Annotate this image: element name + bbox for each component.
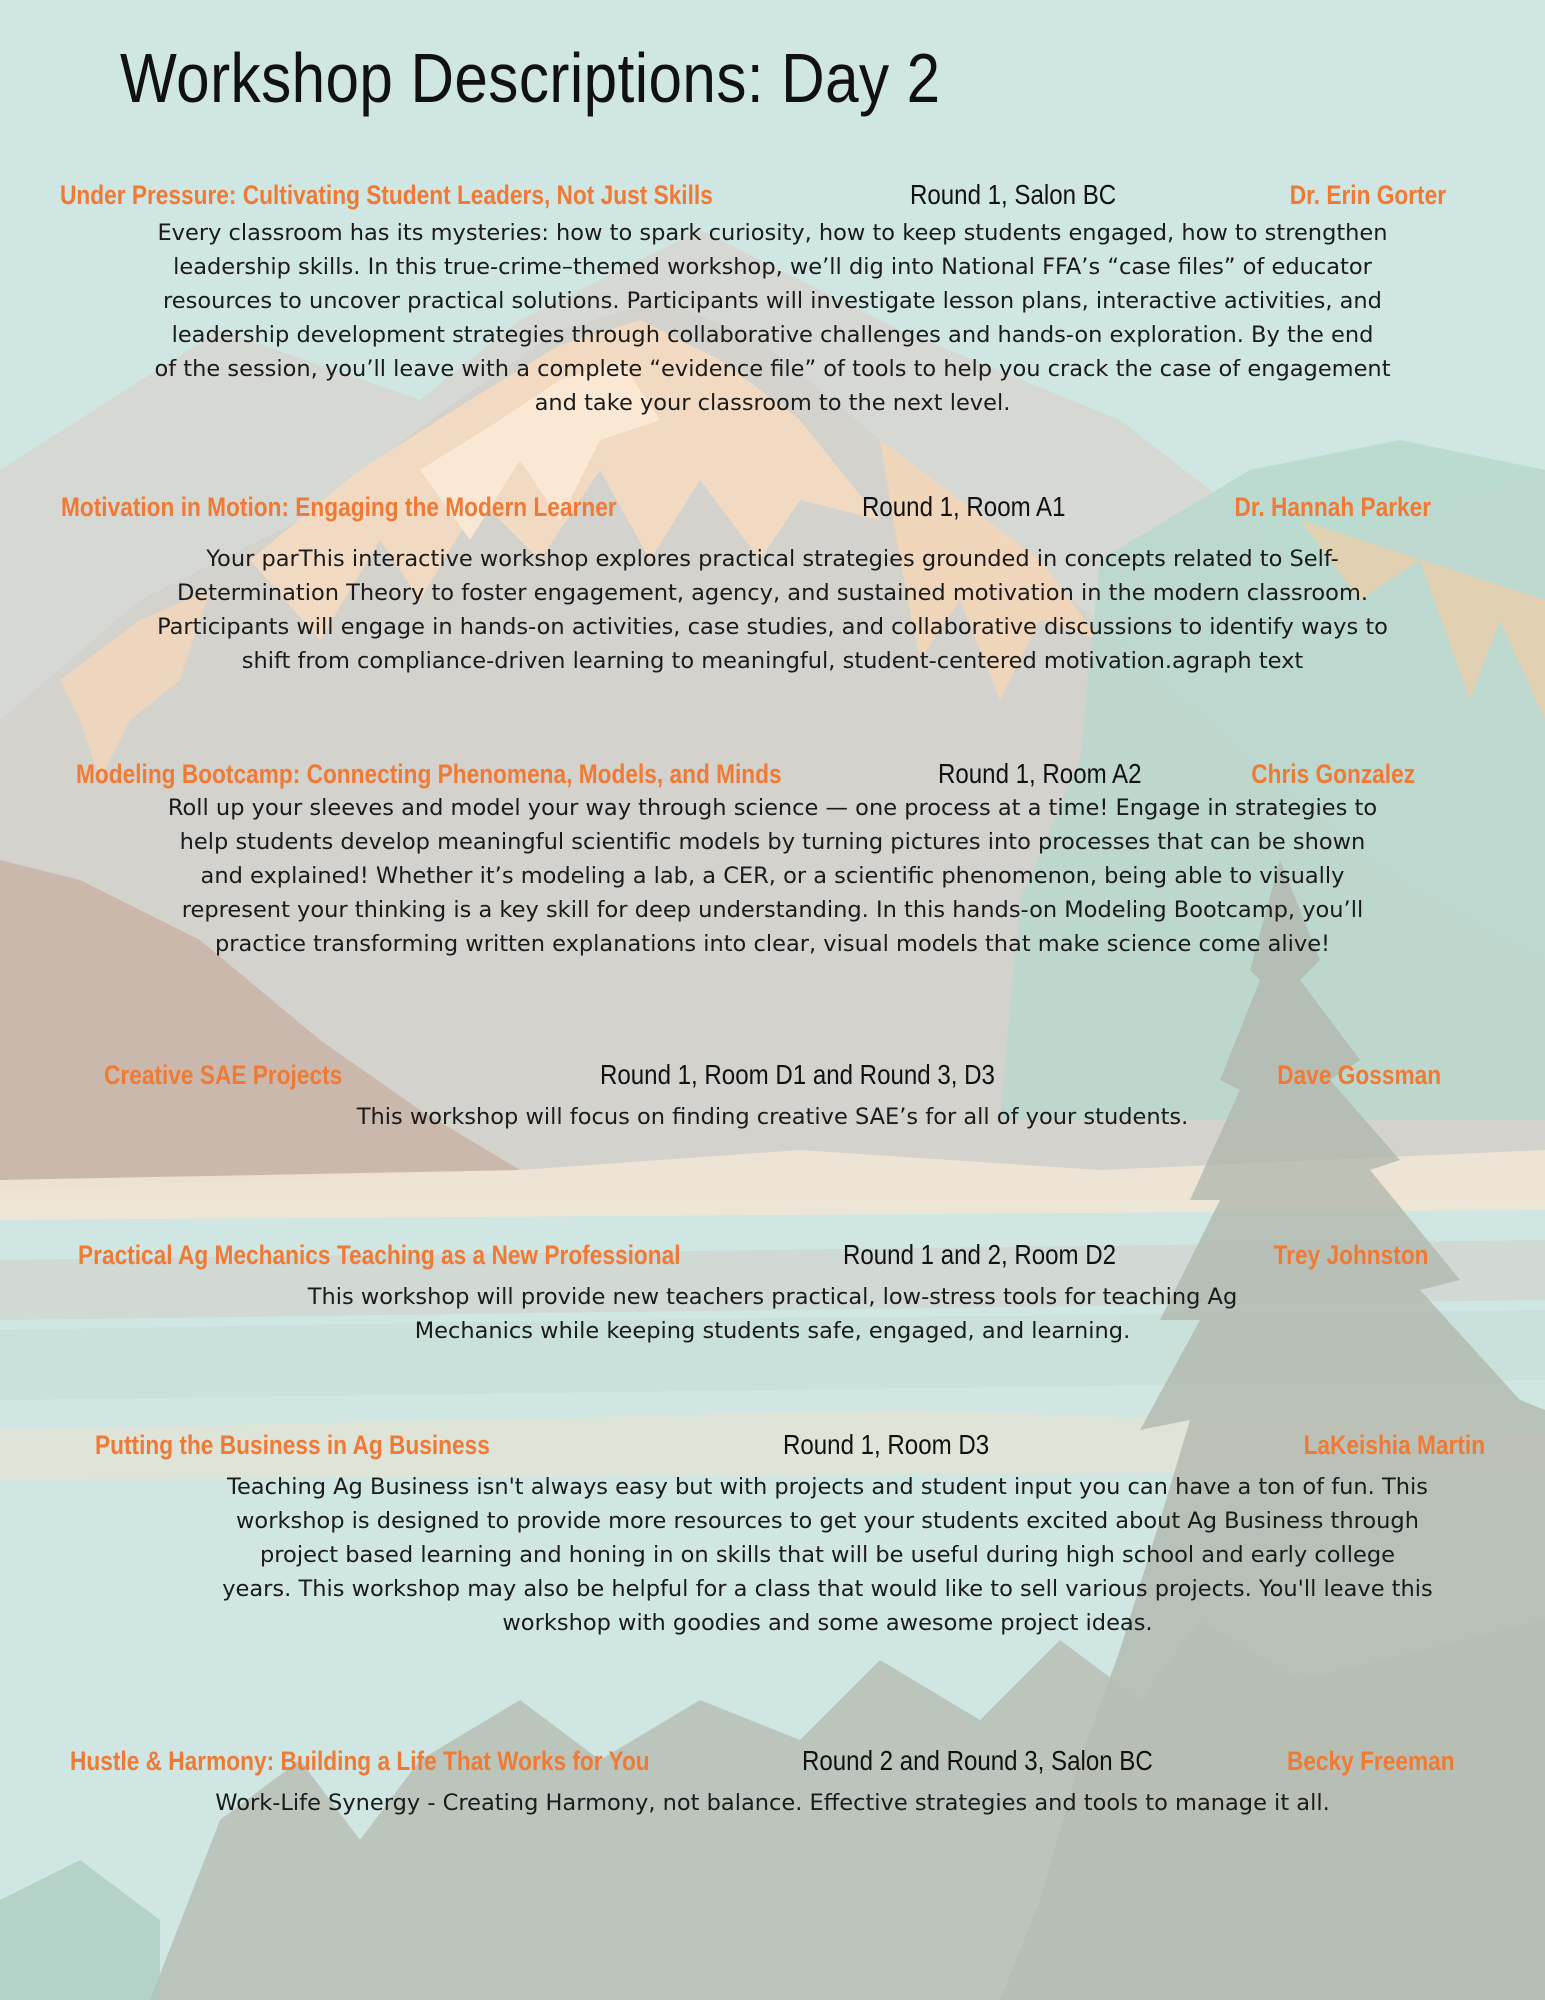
description-line: workshop with goodies and some awesome project ideas.	[502, 1610, 1153, 1636]
description-line: practice transforming written explanations into clear, visual models that make science come alive!	[214, 931, 1331, 957]
workshop-presenter: Dave Gossman	[1277, 1060, 1441, 1090]
description-line: Mechanics while keeping students safe, engaged, and learning.	[414, 1318, 1131, 1344]
workshop-description	[55, 1470, 1545, 1640]
workshop-presenter: LaKeishia Martin	[1303, 1430, 1485, 1460]
workshop-title: Under Pressure: Cultivating Student Leaders, Not Just Skills	[60, 180, 713, 210]
description-line: Participants will engage in hands-on activities, case studies, and collaborative discussions to identify ways to	[157, 614, 1388, 640]
description-line: and explained! Whether it’s modeling a lab, a CER, or a scientific phenomenon, being able to visually	[200, 863, 1345, 889]
workshop-presenter: Dr. Erin Gorter	[1289, 180, 1446, 210]
workshop-description	[0, 1100, 1545, 1134]
description-line: of the session, you’ll leave with a complete “evidence file” of tools to help you crack the case of engagement	[154, 356, 1391, 382]
workshop-description	[0, 1786, 1545, 1820]
workshop-title: Hustle & Harmony: Building a Life That Works for You	[70, 1746, 650, 1776]
description-line: Your parThis interactive workshop explores practical strategies grounded in concepts related to Self-	[206, 546, 1339, 572]
description-line: Work-Life Synergy - Creating Harmony, not balance. Effective strategies and tools to manage it all.	[215, 1790, 1330, 1816]
description-line: resources to uncover practical solutions. Participants will investigate lesson plans, interactive activities, and	[163, 288, 1382, 314]
workshop-presenter: Becky Freeman	[1287, 1746, 1455, 1776]
workshop-title: Modeling Bootcamp: Connecting Phenomena, Models, and Minds	[76, 759, 782, 789]
description-line: help students develop meaningful scientific models by turning pictures into processes that can be shown	[179, 829, 1366, 855]
workshop-description	[0, 791, 1545, 961]
page-title: Workshop Descriptions: Day 2	[120, 39, 941, 117]
workshop-title: Creative SAE Projects	[104, 1060, 343, 1090]
description-line: Every classroom has its mysteries: how to spark curiosity, how to keep students engaged, how to strengthen	[157, 220, 1388, 246]
description-line: Roll up your sleeves and model your way through science — one process at a time! Engage in strategies to	[167, 795, 1378, 821]
description-line: leadership development strategies through collaborative challenges and hands-on exploration. By the end	[171, 322, 1374, 348]
workshop-location: Round 1, Room A1	[862, 491, 1066, 522]
workshop-location: Round 1 and 2, Room D2	[843, 1239, 1117, 1270]
description-line: represent your thinking is a key skill for deep understanding. In this hands-on Modeling Bootcamp, you’ll	[181, 897, 1364, 923]
workshop-description	[0, 1280, 1545, 1348]
workshop-location: Round 2 and Round 3, Salon BC	[802, 1745, 1153, 1776]
workshop-description	[0, 216, 1545, 420]
description-line: years. This workshop may also be helpful for a class that would like to sell various projects. You'll leave this	[222, 1576, 1433, 1602]
description-line: leadership skills. In this true-crime–themed workshop, we’ll dig into National FFA’s “case files” of educator	[173, 254, 1372, 280]
workshop-presenter: Trey Johnston	[1273, 1240, 1429, 1270]
description-line: shift from compliance-driven learning to meaningful, student-centered motivation.agraph text	[241, 648, 1304, 674]
description-line: and take your classroom to the next level.	[534, 390, 1011, 416]
workshop-title: Motivation in Motion: Engaging the Modern Learner	[61, 492, 617, 522]
workshop-presenter: Dr. Hannah Parker	[1234, 492, 1431, 522]
description-line: project based learning and honing in on skills that will be useful during high school and early college	[260, 1542, 1395, 1568]
description-line: workshop is designed to provide more resources to get your students excited about Ag Business through	[236, 1508, 1419, 1534]
description-line: This workshop will provide new teachers practical, low-stress tools for teaching Ag	[307, 1284, 1238, 1310]
workshop-location: Round 1, Room D3	[783, 1429, 990, 1460]
workshop-location: Round 1, Salon BC	[910, 179, 1117, 210]
description-line: This workshop will focus on finding creative SAE’s for all of your students.	[356, 1104, 1189, 1130]
description-line: Teaching Ag Business isn't always easy but with projects and student input you can have a ton of fun. This	[227, 1474, 1428, 1500]
workshop-title: Putting the Business in Ag Business	[95, 1430, 490, 1460]
workshop-title: Practical Ag Mechanics Teaching as a New Professional	[78, 1240, 681, 1270]
workshop-presenter: Chris Gonzalez	[1251, 759, 1415, 789]
workshop-location: Round 1, Room A2	[938, 758, 1142, 789]
workshop-description	[0, 542, 1545, 678]
description-line: Determination Theory to foster engagement, agency, and sustained motivation in the modern classroom.	[176, 580, 1369, 606]
workshop-location: Round 1, Room D1 and Round 3, D3	[600, 1059, 995, 1090]
